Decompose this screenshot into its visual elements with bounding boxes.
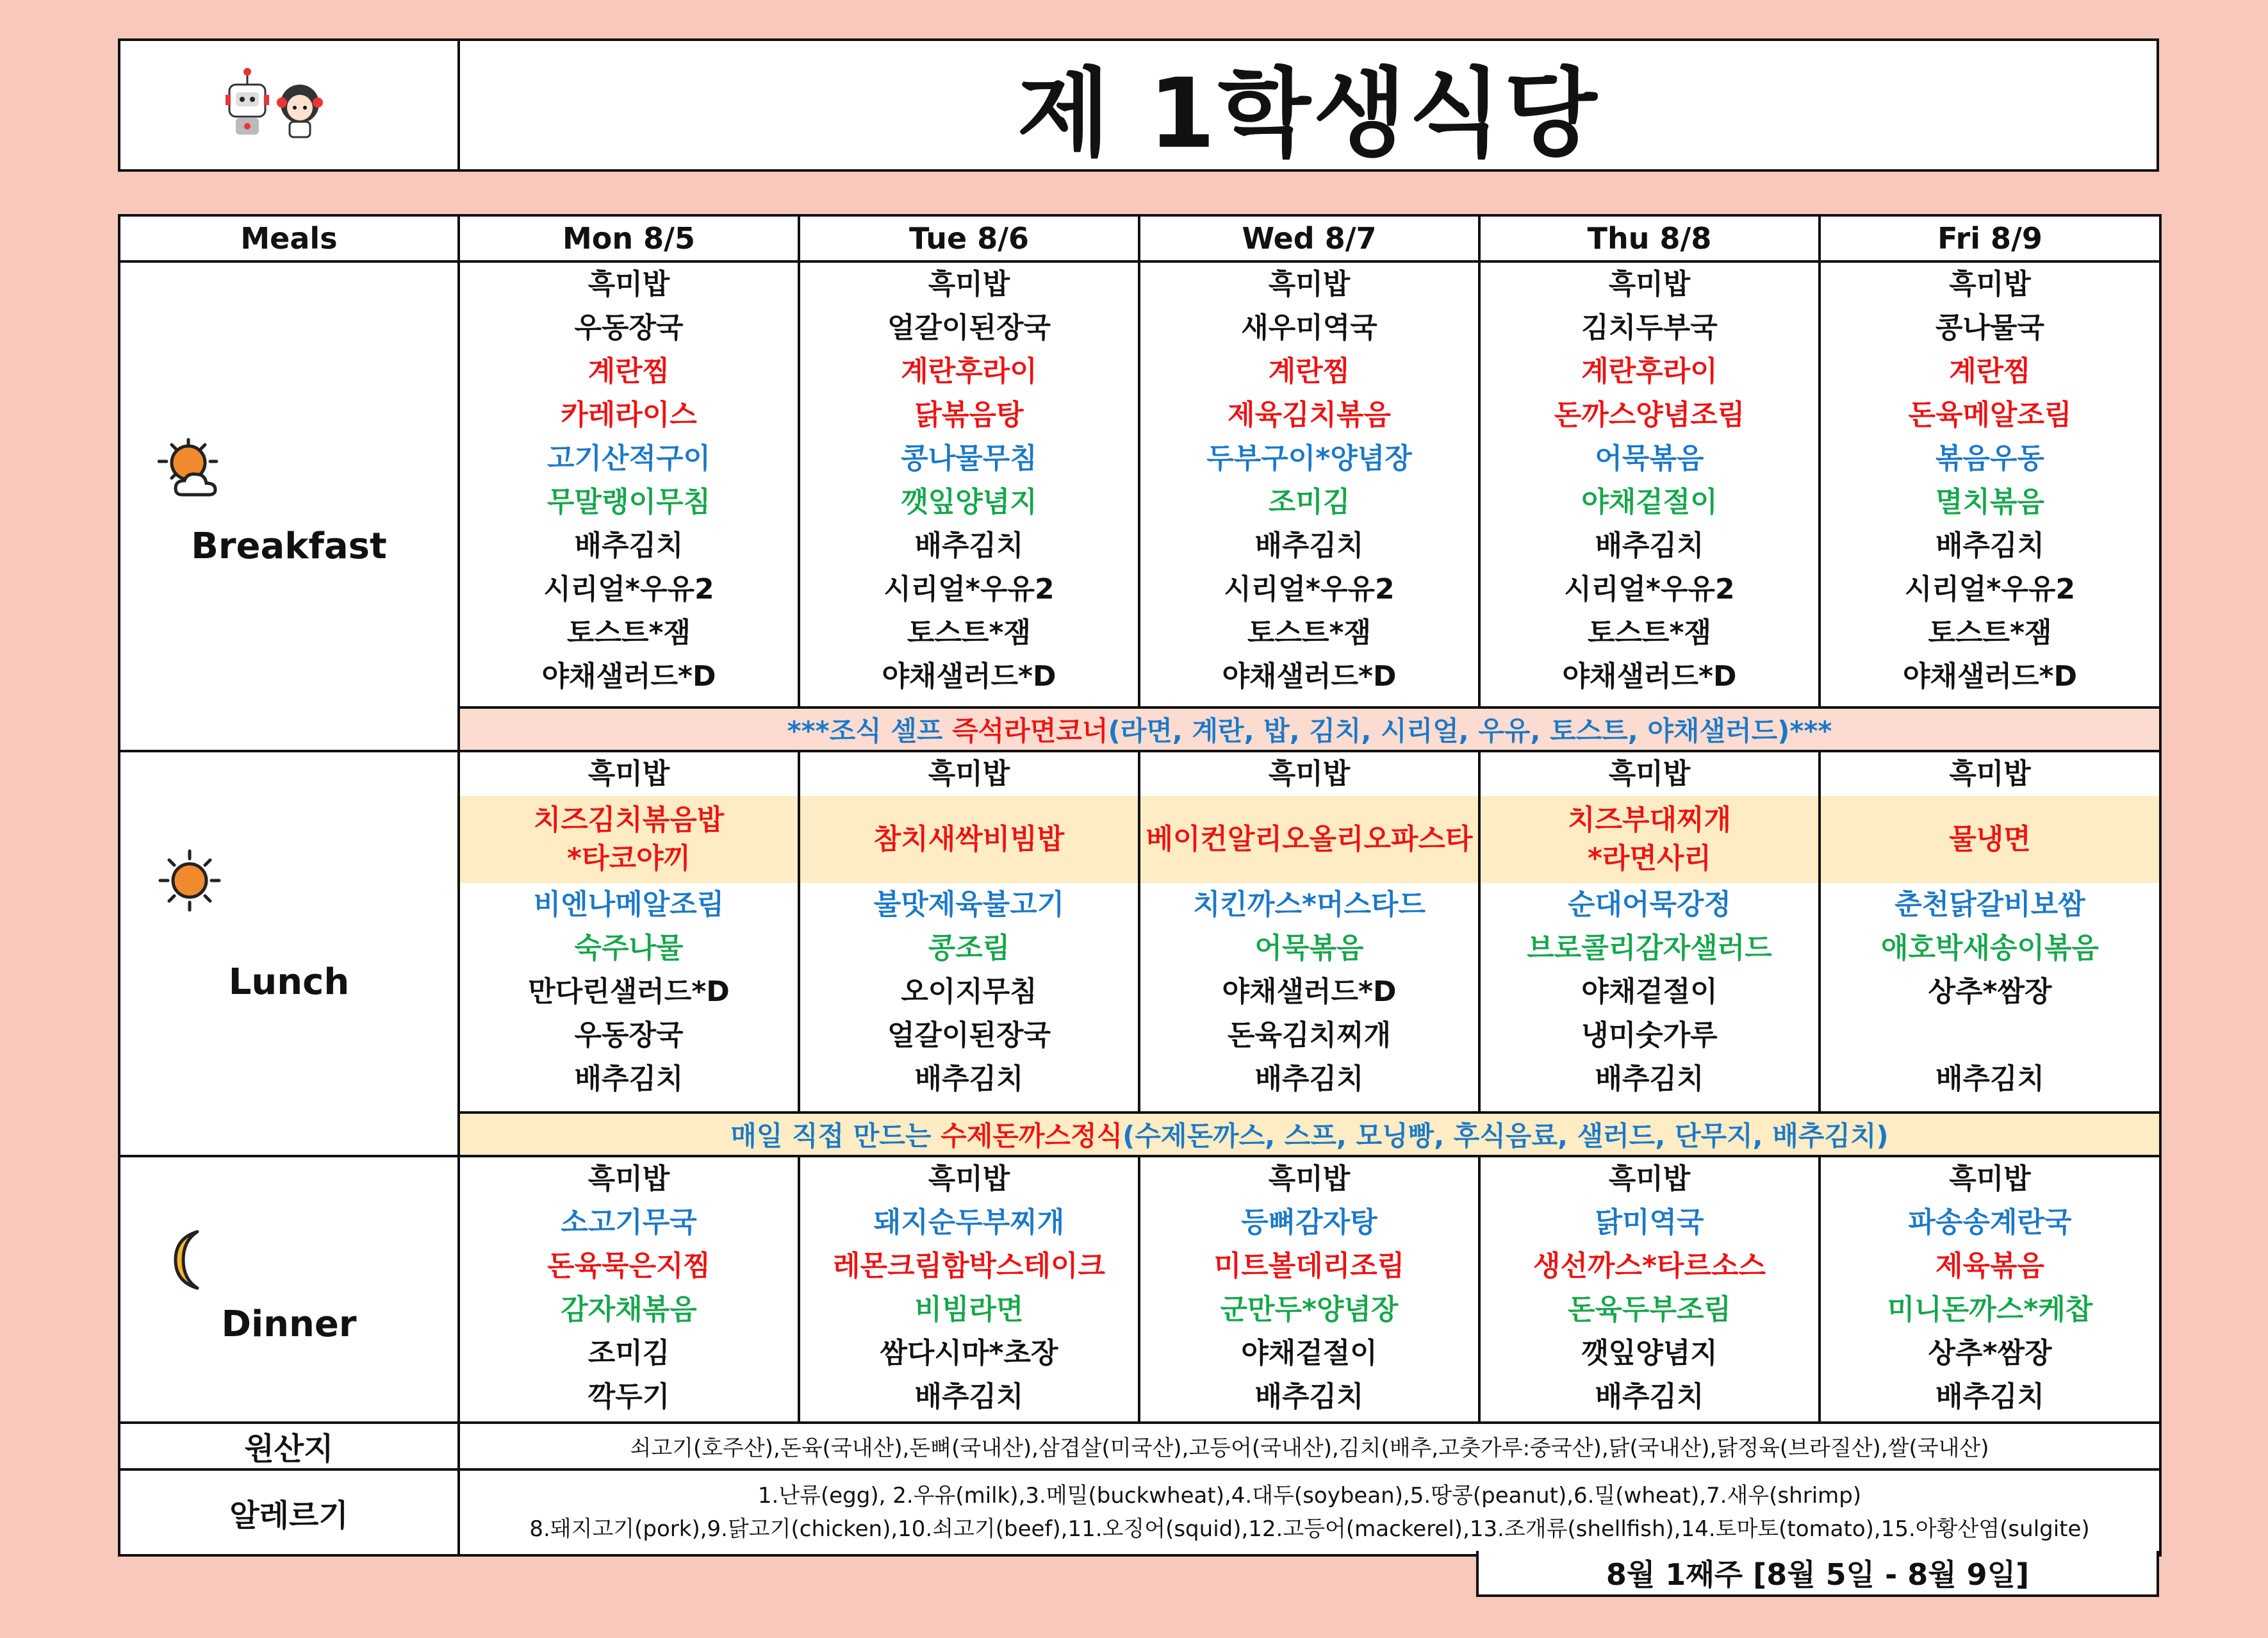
menu-item: 파송송계란국 bbox=[1908, 1206, 2072, 1239]
breakfast-day-1 bbox=[799, 261, 1139, 707]
menu-item: 숙주나물 bbox=[574, 932, 684, 964]
menu-item: 흑미밥 bbox=[588, 757, 670, 790]
menu-item: 흑미밥 bbox=[928, 1162, 1010, 1195]
menu-item: 조미김 bbox=[1268, 486, 1351, 518]
menu-item: 돈까스양념조림 bbox=[1554, 399, 1745, 431]
dinner-day-3 bbox=[1479, 1156, 1820, 1423]
lunch-main-dish bbox=[800, 796, 1138, 883]
menu-item: 배추김치 bbox=[914, 1063, 1024, 1095]
menu-item: 흑미밥 bbox=[1268, 1162, 1351, 1195]
allergy-line: 8.돼지고기(pork),9.닭고기(chicken),10.쇠고기(beef),11.오징어(squid),12.고등어(mackerel),13.조개류(shellfish),14.토마토(tomato),15.아황산염(sulgite) bbox=[529, 1516, 2090, 1542]
menu-item: 흑미밥 bbox=[1608, 268, 1691, 301]
menu-item: 깍두기 bbox=[588, 1380, 670, 1413]
day-header: Fri 8/9 bbox=[1820, 215, 2160, 261]
menu-item: 비엔나메알조림 bbox=[533, 888, 725, 921]
origin-text: 쇠고기(호주산),돈육(국내산),돈뼈(국내산),삼겹살(미국산),고등어(국내산),김치(배추,고춧가루:중국산),닭(국내산),닭정육(브라질산),쌀(국내산) bbox=[459, 1423, 2160, 1469]
menu-item: 춘천닭갈비보쌈 bbox=[1894, 888, 2085, 921]
menu-item: 배추김치 bbox=[574, 1063, 684, 1095]
lunch-main-dish bbox=[460, 796, 798, 883]
menu-item: 콩나물무침 bbox=[901, 442, 1037, 475]
menu-item: 김치두부국 bbox=[1581, 311, 1718, 344]
lunch-banner: 매일 직접 만드는 수제돈까스정식(수제돈까스, 스프, 모닝빵, 후식음료, 샐러드, 단무지, 배추김치) bbox=[459, 1113, 2160, 1156]
menu-item: 치즈부대찌개 bbox=[1567, 804, 1732, 836]
logo-cell bbox=[120, 41, 460, 169]
menu-item: 배추김치 bbox=[1935, 529, 2044, 562]
menu-item: 계란찜 bbox=[1268, 355, 1351, 388]
allergy-text bbox=[459, 1469, 2160, 1555]
dinner-day-1 bbox=[799, 1156, 1139, 1423]
breakfast-day-3 bbox=[1479, 261, 1820, 707]
menu-item: 시리얼*우유2 bbox=[1904, 573, 2076, 606]
menu-item: 등뼈감자탕 bbox=[1241, 1206, 1377, 1239]
menu-item: 돈육김치찌개 bbox=[1227, 1019, 1392, 1052]
menu-item: 흑미밥 bbox=[1608, 1162, 1691, 1195]
menu-item: 카레라이스 bbox=[561, 399, 697, 431]
menu-item: 군만두*양념장 bbox=[1220, 1293, 1399, 1326]
menu-item: 돈육묵은지찜 bbox=[546, 1250, 711, 1282]
menu-item: 계란후라이 bbox=[901, 355, 1037, 388]
menu-item: 야채겉절이 bbox=[1581, 975, 1718, 1008]
menu-item: 쌈다시마*초장 bbox=[880, 1337, 1058, 1369]
menu-item: 소고기무국 bbox=[561, 1206, 697, 1239]
day-header: Thu 8/8 bbox=[1479, 215, 1820, 261]
menu-item: 애호박새송이볶음 bbox=[1880, 932, 2100, 964]
menu-item: 깻잎양념지 bbox=[901, 486, 1037, 518]
menu-item: 토스트*잼 bbox=[1247, 616, 1372, 649]
menu-item: 조미김 bbox=[588, 1337, 670, 1369]
menu-item: 토스트*잼 bbox=[566, 616, 691, 649]
menu-item: 토스트*잼 bbox=[907, 616, 1031, 649]
meal-label: Dinner bbox=[221, 1303, 357, 1345]
menu-item: 제육김치볶음 bbox=[1227, 399, 1392, 431]
menu-item: 상추*쌈장 bbox=[1928, 975, 2052, 1008]
menu-item: 어묵볶음 bbox=[1254, 932, 1364, 964]
menu-item: 시리얼*우유2 bbox=[543, 573, 714, 606]
menu-item: 흑미밥 bbox=[1949, 1162, 2031, 1195]
dinner-label-cell bbox=[119, 1156, 459, 1423]
menu-item: 배추김치 bbox=[1595, 529, 1704, 562]
lunch-label-cell bbox=[119, 751, 459, 1156]
menu-item: 토스트*잼 bbox=[1928, 616, 2052, 649]
menu-item: 흑미밥 bbox=[928, 268, 1010, 301]
menu-item: 베이컨알리오올리오파스타 bbox=[1146, 823, 1473, 856]
menu-item: 야채겉절이 bbox=[1581, 486, 1718, 518]
menu-item: 흑미밥 bbox=[1949, 268, 2031, 301]
breakfast-day-0 bbox=[459, 261, 799, 707]
menu-item: 야채겉절이 bbox=[1241, 1337, 1377, 1369]
menu-item: 돈육두부조림 bbox=[1567, 1293, 1732, 1326]
menu-item: 얼갈이된장국 bbox=[887, 1019, 1051, 1052]
menu-item: 야채샐러드*D bbox=[882, 660, 1056, 693]
lunch-day-0 bbox=[459, 751, 799, 1113]
lunch-row bbox=[119, 751, 2160, 1113]
breakfast-day-4 bbox=[1820, 261, 2160, 707]
breakfast-banner: ***조식 셀프 즉석라면코너(라면, 계란, 밥, 김치, 시리얼, 우유, 토스트, 야채샐러드)*** bbox=[459, 707, 2160, 751]
menu-item: 콩조림 bbox=[928, 932, 1010, 964]
menu-item: 배추김치 bbox=[574, 529, 684, 562]
allergy-label: 알레르기 bbox=[119, 1469, 459, 1555]
menu-item: 시리얼*우유2 bbox=[1224, 573, 1395, 606]
robot-mascot-icon bbox=[226, 68, 269, 135]
breakfast-label-cell bbox=[119, 261, 459, 751]
menu-item: 돈육메알조림 bbox=[1908, 399, 2072, 431]
week-range: 8월 1째주 [8월 5일 - 8월 9일] bbox=[1476, 1551, 2159, 1597]
menu-item: 상추*쌈장 bbox=[1928, 1337, 2052, 1369]
menu-item: 비빔라면 bbox=[914, 1293, 1024, 1326]
menu-item: 미니돈까스*케찹 bbox=[1887, 1293, 2093, 1326]
sun-cloud-icon bbox=[158, 436, 228, 506]
girl-mascot-icon bbox=[277, 85, 323, 137]
menu-item: 콩나물국 bbox=[1935, 311, 2044, 344]
lunch-day-4 bbox=[1820, 751, 2160, 1113]
moon-icon bbox=[165, 1228, 217, 1292]
meal-label: Lunch bbox=[228, 961, 350, 1003]
menu-item: 깻잎양념지 bbox=[1581, 1337, 1718, 1369]
menu-item: 흑미밥 bbox=[588, 1162, 670, 1195]
menu-item: 우동장국 bbox=[574, 311, 684, 344]
page-title: 제 1학생식당 bbox=[1017, 58, 1600, 170]
menu-item: 배추김치 bbox=[1935, 1380, 2044, 1413]
menu-item: 흑미밥 bbox=[1608, 757, 1691, 790]
header-box bbox=[118, 38, 2159, 172]
breakfast-day-2 bbox=[1139, 261, 1479, 707]
menu-item: 야채샐러드*D bbox=[1902, 660, 2078, 693]
menu-item: 불맛제육불고기 bbox=[873, 888, 1065, 921]
menu-item: 우동장국 bbox=[574, 1019, 684, 1052]
menu-item: 새우미역국 bbox=[1241, 311, 1377, 344]
menu-item: 배추김치 bbox=[1595, 1380, 1704, 1413]
menu-item: 고기산적구이 bbox=[546, 442, 711, 475]
menu-item: 흑미밥 bbox=[1268, 268, 1351, 301]
menu-item: 어묵볶음 bbox=[1595, 442, 1704, 475]
header-row bbox=[119, 215, 2160, 261]
menu-item: 시리얼*우유2 bbox=[883, 573, 1055, 606]
menu-item: 흑미밥 bbox=[928, 757, 1010, 790]
menu-item: 닭볶음탕 bbox=[914, 399, 1024, 431]
menu-item: 돼지순두부찌개 bbox=[873, 1206, 1065, 1239]
menu-item: 얼갈이된장국 bbox=[887, 311, 1051, 344]
menu-item: 멸치볶음 bbox=[1935, 486, 2044, 518]
menu-item: 토스트*잼 bbox=[1587, 616, 1712, 649]
day-header: Wed 8/7 bbox=[1139, 215, 1479, 261]
lunch-day-1 bbox=[799, 751, 1139, 1113]
menu-item: 배추김치 bbox=[1254, 1063, 1364, 1095]
dinner-day-4 bbox=[1820, 1156, 2160, 1423]
menu-item: *라면사리 bbox=[1587, 842, 1712, 875]
menu-item: 제육볶음 bbox=[1935, 1250, 2044, 1282]
menu-item: 냉미숫가루 bbox=[1581, 1019, 1718, 1052]
menu-item: 닭미역국 bbox=[1595, 1206, 1704, 1239]
sun-icon bbox=[158, 848, 222, 913]
day-header: Mon 8/5 bbox=[459, 215, 799, 261]
breakfast-row bbox=[119, 261, 2160, 707]
menu-item: 계란후라이 bbox=[1581, 355, 1718, 388]
dinner-day-0 bbox=[459, 1156, 799, 1423]
menu-item: 배추김치 bbox=[1935, 1063, 2044, 1095]
menu-item: 두부구이*양념장 bbox=[1206, 442, 1412, 475]
lunch-main-dish bbox=[1821, 796, 2159, 883]
menu-item: 배추김치 bbox=[1595, 1063, 1704, 1095]
menu-item: 레몬크림함박스테이크 bbox=[832, 1250, 1106, 1282]
menu-item: 만다린샐러드*D bbox=[528, 975, 730, 1008]
menu-item: 참치새싹비빔밥 bbox=[873, 823, 1065, 856]
menu-item: 감자채볶음 bbox=[561, 1293, 697, 1326]
menu-item: 흑미밥 bbox=[588, 268, 670, 301]
menu-item: 볶음우동 bbox=[1935, 442, 2044, 475]
menu-item: 배추김치 bbox=[914, 529, 1024, 562]
menu-table bbox=[118, 214, 2162, 1557]
menu-item bbox=[1821, 1014, 2159, 1057]
menu-item: 물냉면 bbox=[1949, 823, 2031, 856]
allergy-line: 1.난류(egg), 2.우유(milk),3.메밀(buckwheat),4.대두(soybean),5.땅콩(peanut),6.밀(wheat),7.새우(shrimp) bbox=[757, 1483, 1862, 1509]
menu-item: 야채샐러드*D bbox=[1562, 660, 1737, 693]
menu-item: 생선까스*타르소스 bbox=[1533, 1250, 1766, 1282]
menu-item: 계란찜 bbox=[588, 355, 670, 388]
meal-label: Breakfast bbox=[191, 525, 387, 567]
menu-item: 브로콜리감자샐러드 bbox=[1527, 932, 1772, 964]
menu-item: 흑미밥 bbox=[1268, 757, 1351, 790]
dinner-day-2 bbox=[1139, 1156, 1479, 1423]
menu-item: 배추김치 bbox=[1254, 1380, 1364, 1413]
dinner-row bbox=[119, 1156, 2160, 1423]
menu-item: 배추김치 bbox=[1254, 529, 1364, 562]
allergy-row bbox=[119, 1469, 2160, 1555]
menu-item: 배추김치 bbox=[914, 1380, 1024, 1413]
menu-item: 치즈김치볶음밥 bbox=[533, 804, 725, 836]
menu-item: 흑미밥 bbox=[1949, 757, 2031, 790]
lunch-day-3 bbox=[1479, 751, 1820, 1113]
meals-header: Meals bbox=[119, 215, 459, 261]
menu-item: 야채샐러드*D bbox=[1222, 660, 1397, 693]
menu-item: 오이지무침 bbox=[901, 975, 1037, 1008]
menu-item: 치킨까스*머스타드 bbox=[1192, 888, 1426, 921]
menu-item: *타코야끼 bbox=[566, 842, 691, 875]
lunch-main-dish bbox=[1481, 796, 1818, 883]
menu-item: 계란찜 bbox=[1949, 355, 2031, 388]
menu-item: 순대어묵강정 bbox=[1567, 888, 1732, 921]
menu-item: 시리얼*우유2 bbox=[1564, 573, 1735, 606]
menu-item: 야채샐러드*D bbox=[1222, 975, 1397, 1008]
menu-item: 미트볼데리조림 bbox=[1213, 1250, 1405, 1282]
day-header: Tue 8/6 bbox=[799, 215, 1139, 261]
lunch-main-dish bbox=[1140, 796, 1478, 883]
menu-item: 야채샐러드*D bbox=[541, 660, 716, 693]
menu-item: 무말랭이무침 bbox=[546, 486, 711, 518]
origin-row bbox=[119, 1423, 2160, 1469]
origin-label: 원산지 bbox=[119, 1423, 459, 1469]
lunch-day-2 bbox=[1139, 751, 1479, 1113]
